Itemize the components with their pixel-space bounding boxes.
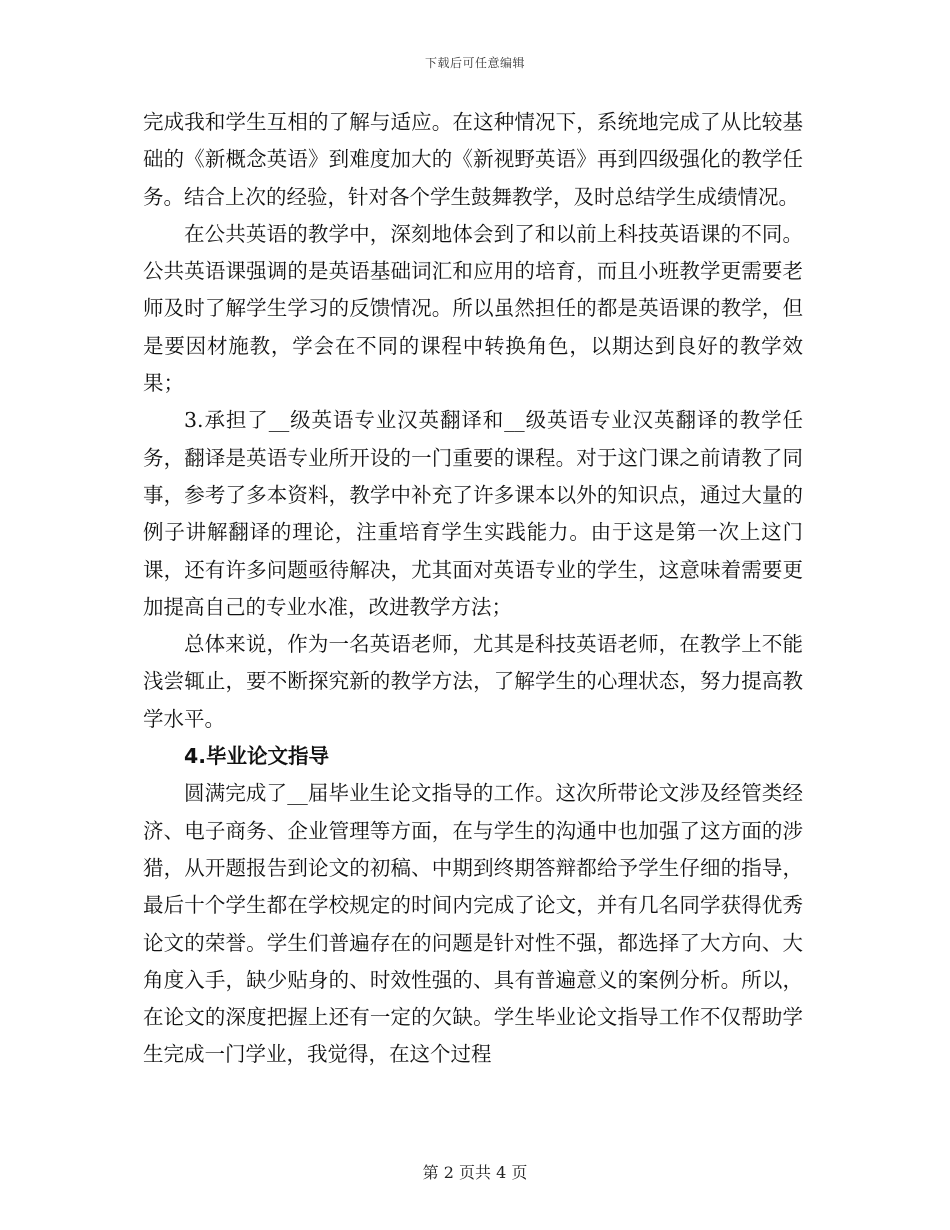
paragraph-continued: 完成我和学生互相的了解与适应。在这种情况下，系统地完成了从比较基础的《新概念英语》到难度加大的《新视野英语》再到四级强化的教学任务。结合上次的经验，针对各个学生鼓舞教学，及时总结学生成绩情况。 <box>143 110 803 209</box>
paragraph-summary: 总体来说，作为一名英语老师，尤其是科技英语老师，在教学上不能浅尝辄止，要不断探究新的教学方法，了解学生的心理状态，努力提高教学水平。 <box>143 632 803 731</box>
page-header: 下载后可任意编辑 <box>424 56 525 70</box>
paragraph-public-english: 在公共英语的教学中，深刻地体会到了和以前上科技英语课的不同。公共英语课强调的是英语基础词汇和应用的培育，而且小班教学更需要老师及时了解学生学习的反馈情况。所以虽然担任的都是英语课的教学，但是要因材施教，学会在不同的课程中转换角色，以期达到良好的教学效果； <box>143 221 803 396</box>
document-body <box>143 104 803 1074</box>
paragraph-translation-course: 3.承担了__级英语专业汉英翻译和__级英语专业汉英翻译的教学任务，翻译是英语专业所开设的一门重要的课程。对于这门课之前请教了同事，参考了多本资料，教学中补充了许多课本以外的知识点，通过大量的例子讲解翻译的理论，注重培育学生实践能力。由于这是第一次上这门课，还有许多问题亟待解决，尤其面对英语专业的学生，这意味着需要更加提高自己的专业水准，改进教学方法； <box>143 408 803 619</box>
page-footer: 第 2 页共 4 页 <box>422 1163 528 1182</box>
paragraph-thesis-guidance: 圆满完成了__届毕业生论文指导的工作。这次所带论文涉及经管类经济、电子商务、企业管理等方面，在与学生的沟通中也加强了这方面的涉猎，从开题报告到论文的初稿、中期到终期答辩都给予学生仔细的指导，最后十个学生都在学校规定的时间内完成了论文，并有几名同学获得优秀论文的荣誉。学生们普遍存在的问题是针对性不强，都选择了大方向、大角度入手，缺少贴身的、时效性强的、具有普遍意义的案例分析。所以，在论文的深度把握上还有一定的欠缺。学生毕业论文指导工作不仅帮助学生完成一门学业，我觉得，在这个过程 <box>143 781 803 1067</box>
section-heading-thesis-guidance: 4.毕业论文指导 <box>184 744 330 769</box>
